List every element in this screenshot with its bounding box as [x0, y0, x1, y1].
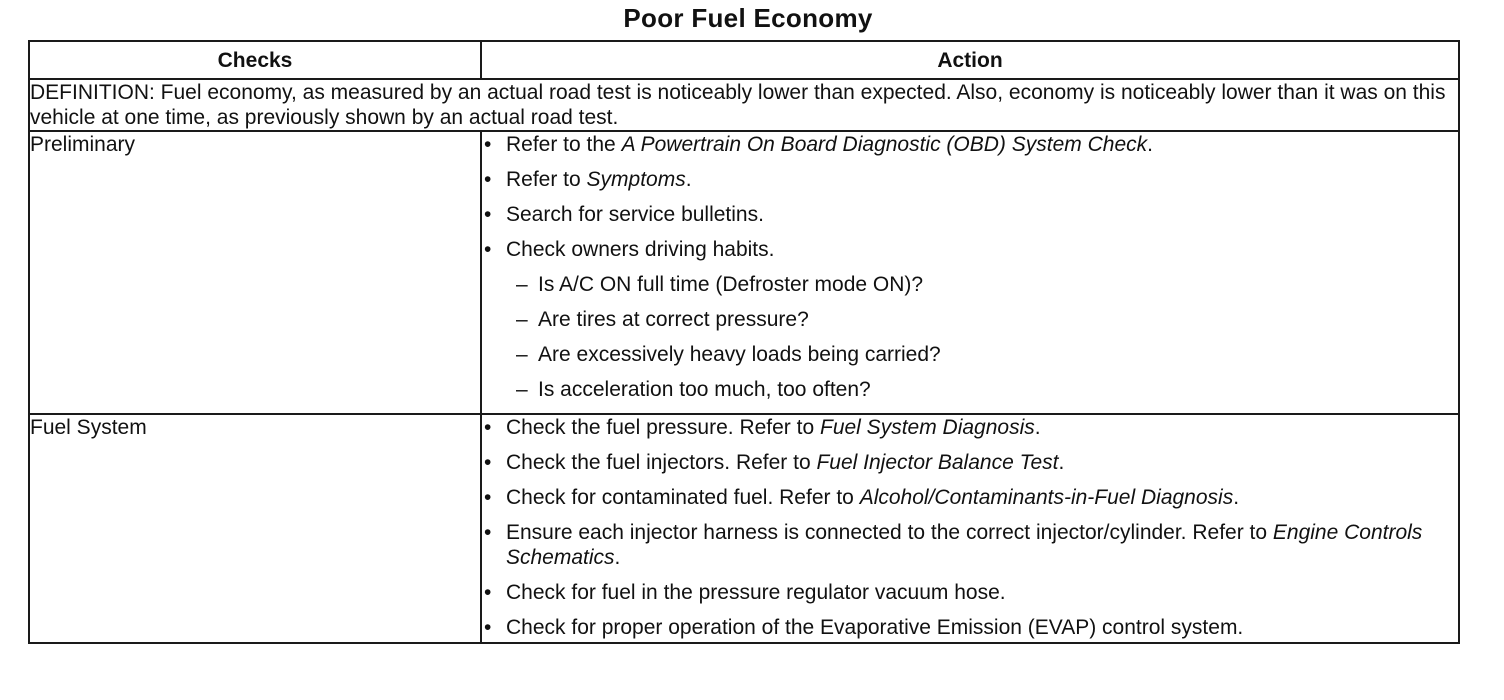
definition-row	[29, 79, 1459, 131]
header-action: Action	[481, 41, 1459, 79]
sub-question-item: – Are excessively heavy loads being carried?	[506, 342, 1458, 367]
action-item	[482, 202, 1458, 227]
action-item	[482, 520, 1458, 570]
check-name: Fuel System	[29, 414, 481, 643]
header-checks: Checks	[29, 41, 481, 79]
reference-text: Fuel System Diagnosis	[820, 416, 1035, 439]
sub-question-item: – Is acceleration too much, too often?	[506, 377, 1458, 402]
action-suffix: .	[1233, 486, 1240, 509]
action-suffix: .	[1058, 451, 1065, 474]
action-item	[482, 580, 1458, 605]
sub-question-item: – Are tires at correct pressure?	[506, 307, 1458, 332]
sub-question-list	[506, 272, 1458, 402]
action-list	[482, 132, 1458, 402]
action-suffix: .	[1147, 133, 1153, 156]
action-item	[482, 450, 1458, 475]
action-cell	[481, 414, 1459, 643]
action-text: Check for proper operation of the Evaporative Emission (EVAP) control system.	[506, 616, 1244, 639]
action-cell	[481, 131, 1459, 414]
action-text: Ensure each injector harness is connected to the correct injector/cylinder. Refer to	[506, 521, 1273, 544]
action-text: Check the fuel pressure. Refer to	[506, 416, 820, 439]
reference-text: Fuel Injector Balance Test	[816, 451, 1059, 474]
action-text: Search for service bulletins.	[506, 203, 764, 226]
action-item	[482, 167, 1458, 192]
action-item	[482, 615, 1458, 640]
action-text: Check owners driving habits.	[506, 238, 775, 261]
action-text: Refer to	[506, 168, 587, 191]
reference-text: Alcohol/Contaminants-in-Fuel Diagnosis	[859, 486, 1234, 509]
check-name: Preliminary	[29, 131, 481, 414]
action-suffix: .	[614, 546, 621, 569]
action-list	[482, 415, 1458, 640]
document-title: Poor Fuel Economy	[623, 3, 873, 33]
reference-text: Symptoms	[586, 168, 686, 191]
reference-text: A Powertrain On Board Diagnostic (OBD) System Check	[621, 133, 1148, 156]
action-item	[482, 237, 1458, 402]
action-suffix: .	[685, 168, 692, 191]
action-item	[482, 485, 1458, 510]
sub-question-item: – Is A/C ON full time (Defroster mode ON)?	[506, 272, 1458, 297]
action-text: Check for contaminated fuel. Refer to	[506, 486, 860, 509]
diagnosis-table	[28, 40, 1460, 644]
table-header-row	[29, 41, 1459, 79]
action-suffix: .	[1034, 416, 1041, 439]
action-text: Refer to the	[506, 133, 622, 156]
action-text: Check the fuel injectors. Refer to	[506, 451, 817, 474]
action-item	[482, 132, 1458, 157]
action-item	[482, 415, 1458, 440]
table-row-preliminary	[29, 131, 1459, 414]
reference-text: Engine Controls Schematics	[506, 521, 1423, 569]
action-text: Check for fuel in the pressure regulator vacuum hose.	[506, 581, 1006, 604]
table-row-fuel-system	[29, 414, 1459, 643]
definition-text: DEFINITION: Fuel economy, as measured by an actual road test is noticeably lower than expected. Also, economy is noticeably lower than it was on this vehicle at one time, as previously shown by an actual road test.	[29, 79, 1459, 131]
